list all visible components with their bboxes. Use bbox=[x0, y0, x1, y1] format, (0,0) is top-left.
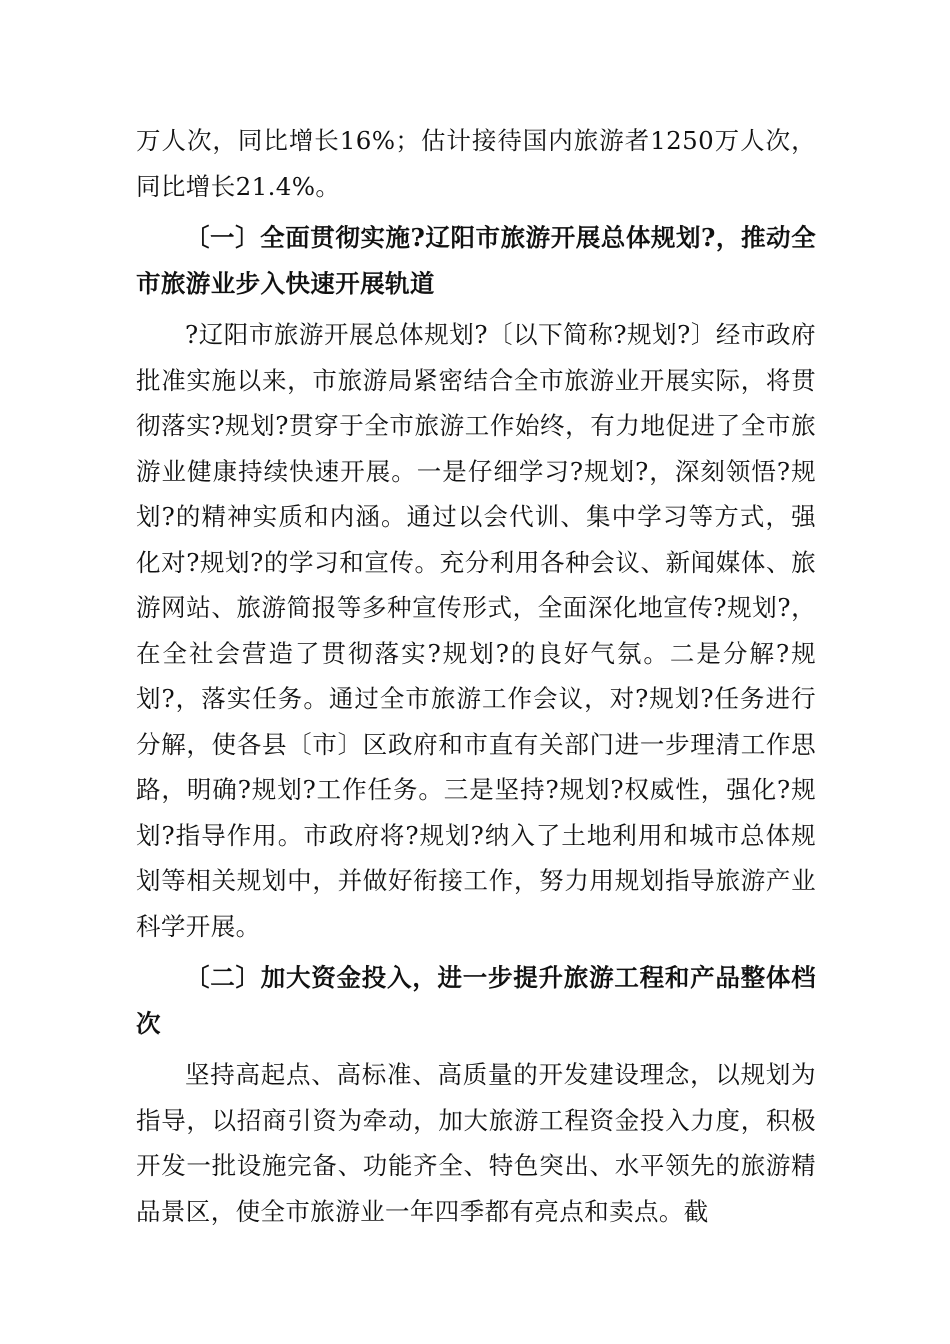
paragraph-section-1: ?辽阳市旅游开展总体规划?〔以下简称?规划?〕经市政府批准实施以来，市旅游局紧密结合全市旅游业开展实际，将贯彻落实?规划?贯穿于全市旅游工作始终，有力地促进了全市旅游业健康持续快速开展。一是仔细学习?规划?，深刻领悟?规划?的精神实质和内涵。通过以会代训、集中学习等方式，强化对?规划?的学习和宣传。充分利用各种会议、新闻媒体、旅游网站、旅游简报等多种宣传形式，全面深化地宣传?规划?，在全社会营造了贯彻落实?规划?的良好气氛。二是分解?规划?，落实任务。通过全市旅游工作会议，对?规划?任务进行分解，使各县〔市〕区政府和市直有关部门进一步理清工作思路，明确?规划?工作任务。三是坚持?规划?权威性，强化?规划?指导作用。市政府将?规划?纳入了土地利用和城市总体规划等相关规划中，并做好衔接工作，努力用规划指导旅游产业科学开展。 bbox=[136, 320, 816, 941]
section-heading-2: 〔二〕加大资金投入，进一步提升旅游工程和产品整体档次 bbox=[136, 963, 816, 1038]
document-page bbox=[136, 118, 816, 1234]
section-heading-1: 〔一〕全面贯彻实施?辽阳市旅游开展总体规划?，推动全市旅游业步入快速开展轨道 bbox=[136, 223, 816, 298]
paragraph-intro-continuation: 万人次，同比增长16%；估计接待国内旅游者1250万人次，同比增长21.4%。 bbox=[136, 126, 816, 201]
paragraph-section-2: 坚持高起点、高标准、高质量的开发建设理念，以规划为指导，以招商引资为牵动，加大旅游工程资金投入力度，积极开发一批设施完备、功能齐全、特色突出、水平领先的旅游精品景区，使全市旅游业一年四季都有亮点和卖点。截 bbox=[136, 1060, 816, 1226]
